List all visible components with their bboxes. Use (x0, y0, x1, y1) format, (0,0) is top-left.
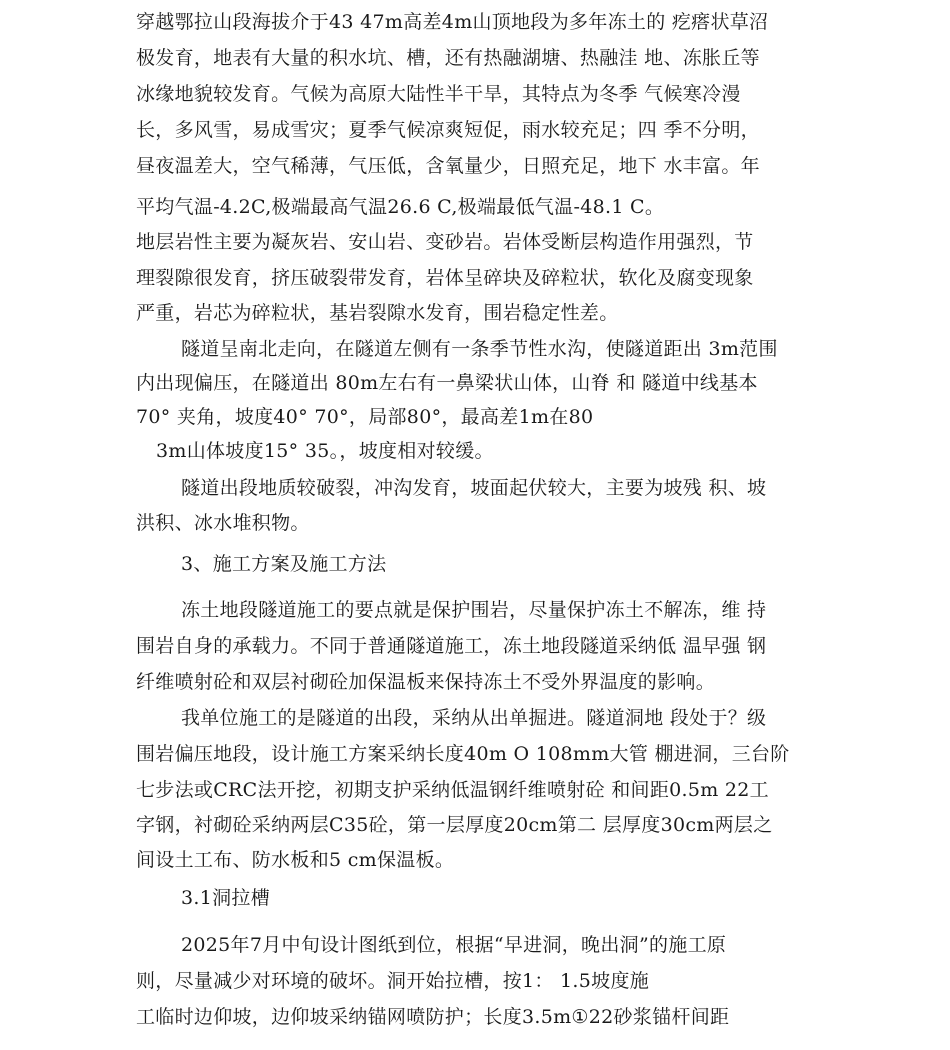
text-line: 极发育，地表有大量的积水坑、槽，还有热融湖塘、热融洼 地、冻胀丘等 (136, 47, 760, 69)
text-line: 隧道呈南北走向，在隧道左侧有一条季节性水沟，使隧道距出 3m范围 (181, 338, 778, 360)
text-line: 隧道出段地质较破裂，冲沟发育，坡面起伏较大，主要为坡残 积、坡 (181, 477, 767, 499)
text-line: 洪积、冰水堆积物。 (136, 512, 310, 534)
text-line: 理裂隙很发育，挤压破裂带发育，岩体呈碎块及碎粒状，软化及腐变现象 (136, 267, 754, 289)
text-line: 围岩偏压地段，设计施工方案采纳长度40m O 108mm大管 棚进洞，三台阶 (136, 743, 790, 765)
section-heading: 3.1洞拉槽 (181, 887, 271, 909)
text-line: 内出现偏压，在隧道出 80m左右有一鼻梁状山体，山脊 和 隧道中线基本 (136, 372, 758, 394)
text-line: 穿越鄂拉山段海拔介于43 47m高差4m山顶地段为多年冻土的 疙瘩状草沼 (136, 11, 769, 33)
text-line: 70° 夹角，坡度40° 70°，局部80°，最高差1m在80 (136, 406, 594, 428)
text-line: 间设土工布、防水板和5 cm保温板。 (136, 849, 455, 871)
text-line: 地层岩性主要为凝灰岩、安山岩、变砂岩。岩体受断层构造作用强烈，节 (136, 231, 754, 253)
text-line: 2025年7月中旬设计图纸到位，根据“早进洞，晚出洞”的施工原 (181, 934, 727, 956)
text-line: 冰缘地貌较发育。气候为高原大陆性半干旱，其特点为冬季 气候寒冷漫 (136, 83, 741, 105)
text-line: 我单位施工的是隧道的出段，采纳从出单掘进。隧道洞地 段处于？级 (181, 707, 767, 729)
text-line: 长，多风雪，易成雪灾；夏季气候凉爽短促，雨水较充足；四 季不分明， (136, 119, 760, 141)
text-line: 则，尽量减少对环境的破坏。洞开始拉槽，按1： 1.5坡度施 (136, 970, 650, 992)
text-line: 七步法或CRC法开挖，初期支护采纳低温钢纤维喷射砼 和间距0.5m 22工 (136, 779, 769, 801)
text-line: 平均气温-4.2C,极端最高气温26.6 C,极端最低气温-48.1 C。 (136, 196, 665, 218)
text-line: 纤维喷射砼和双层衬砌砼加保温板来保持冻土不受外界温度的影响。 (136, 671, 716, 693)
text-line: 冻土地段隧道施工的要点就是保护围岩，尽量保护冻土不解冻，维 持 (181, 599, 767, 621)
text-line: 字钢，衬砌砼采纳两层C35砼，第一层厚度20cm第二 层厚度30cm两层之 (136, 814, 773, 836)
text-line: 围岩自身的承载力。不同于普通隧道施工，冻土地段隧道采纳低 温早强 钢 (136, 635, 767, 657)
text-line: 昼夜温差大，空气稀薄，气压低，含氧量少，日照充足，地下 水丰富。年 (136, 155, 760, 177)
section-heading: 3、施工方案及施工方法 (181, 553, 387, 575)
text-line: 3m山体坡度15° 35。，坡度相对较缓。 (156, 440, 494, 462)
text-line: 严重，岩芯为碎粒状，基岩裂隙水发育，围岩稳定性差。 (136, 302, 619, 324)
text-line: 工临时边仰坡，边仰坡采纳锚网喷防护；长度3.5m①22砂浆锚杆间距 (136, 1006, 730, 1028)
